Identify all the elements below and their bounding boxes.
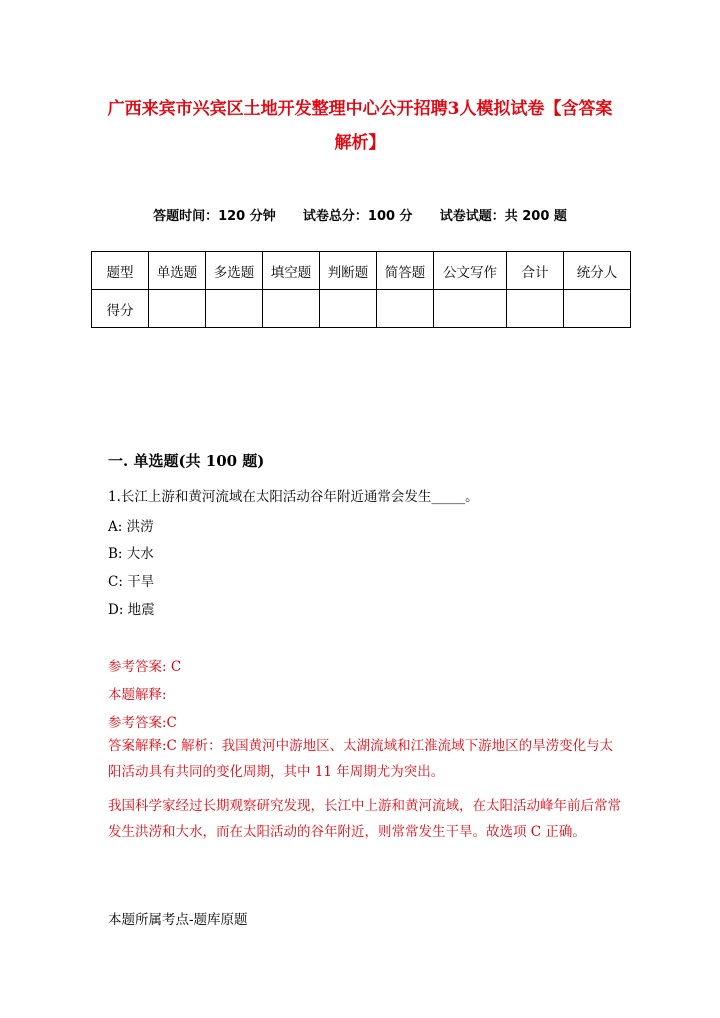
- reference-answer-2: 参考答案:C: [108, 715, 177, 731]
- document-title: 广西来宾市兴宾区土地开发整理中心公开招聘3人模拟试卷【含答案解析】: [107, 99, 613, 153]
- score-cell: [564, 290, 631, 328]
- score-cell: [149, 290, 206, 328]
- score-table: [91, 251, 631, 328]
- score-cell: [507, 290, 564, 328]
- header-cell: 简答题: [377, 252, 434, 290]
- option-d: D: 地震: [108, 602, 155, 618]
- question-source: 本题所属考点-题库原题: [108, 912, 248, 928]
- header-cell: 填空题: [263, 252, 320, 290]
- explanation-label: 本题解释:: [108, 687, 167, 703]
- header-cell: 单选题: [149, 252, 206, 290]
- header-cell: 公文写作: [434, 252, 507, 290]
- question-stem: 1.长江上游和黄河流域在太阳活动谷年附近通常会发生_____。: [108, 489, 479, 505]
- header-cell: 合计: [507, 252, 564, 290]
- row-label: 得分: [92, 290, 149, 328]
- analysis-paragraph-2: 我国科学家经过长期观察研究发现，长江中上游和黄河流域，在太阳活动峰年前后常常发生洪涝和大水，而在太阳活动的谷年附近，则常常发生干旱。故选项 C 正确。: [108, 798, 621, 840]
- score-table-score-row: [92, 290, 631, 328]
- score-cell: [377, 290, 434, 328]
- score-cell: [320, 290, 377, 328]
- header-cell: 统分人: [564, 252, 631, 290]
- option-b: B: 大水: [108, 546, 154, 562]
- reference-answer: 参考答案: C: [108, 659, 182, 675]
- header-cell: 多选题: [206, 252, 263, 290]
- option-c: C: 干旱: [108, 574, 155, 590]
- score-table-header-row: [92, 252, 631, 290]
- exam-meta: 答题时间：120 分钟 试卷总分：100 分 试卷试题：共 200 题: [153, 209, 567, 224]
- header-cell: 判断题: [320, 252, 377, 290]
- section-heading: 一. 单选题(共 100 题): [108, 452, 265, 470]
- analysis-paragraph-1: 答案解释:C 解析：我国黄河中游地区、太湖流域和江淮流域下游地区的旱涝变化与太阳活动具有共同的变化周期，其中 11 年周期尤为突出。: [108, 738, 614, 780]
- header-cell: 题型: [92, 252, 149, 290]
- score-cell: [206, 290, 263, 328]
- score-cell: [434, 290, 507, 328]
- option-a: A: 洪涝: [108, 519, 154, 535]
- score-cell: [263, 290, 320, 328]
